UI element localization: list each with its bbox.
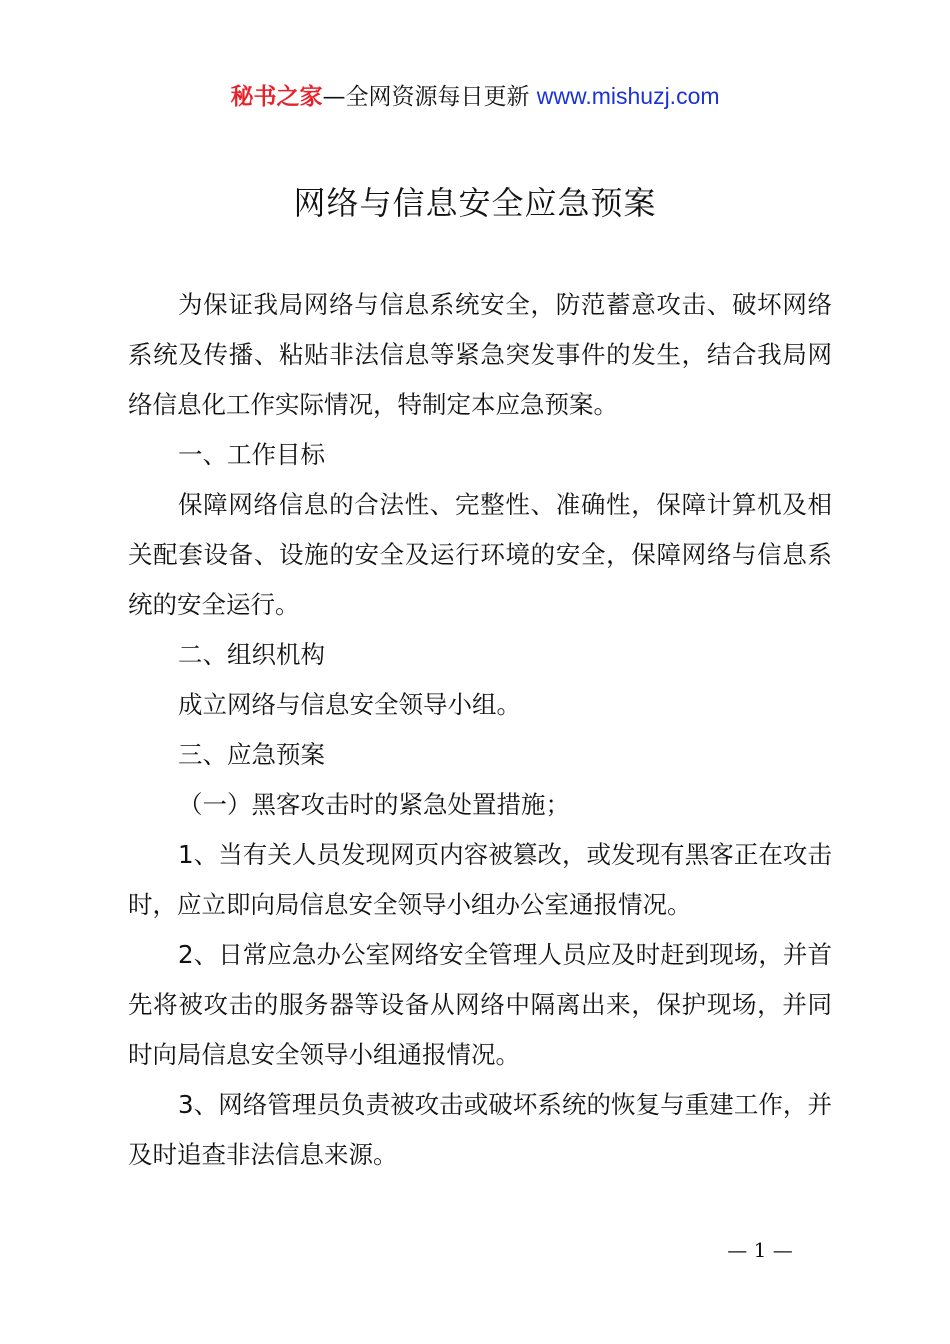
site-header bbox=[0, 80, 950, 113]
list-item-1: 1、当有关人员发现网页内容被篡改，或发现有黑客正在攻击时，应立即向局信息安全领导小组办公室通报情况。 bbox=[128, 840, 832, 919]
site-brand-name: 秘书之家 bbox=[230, 84, 323, 110]
list-item-3: 3、网络管理员负责被攻击或破坏系统的恢复与重建工作，并及时追查非法信息来源。 bbox=[128, 1090, 832, 1169]
section-heading-emergency-plan: 三、应急预案 bbox=[178, 740, 325, 769]
organization-paragraph: 成立网络与信息安全领导小组。 bbox=[178, 690, 521, 719]
section-heading-work-goals: 一、工作目标 bbox=[178, 440, 325, 469]
document-body bbox=[128, 280, 832, 1180]
list-item-2: 2、日常应急办公室网络安全管理人员应及时赶到现场，并首先将被攻击的服务器等设备从网络中隔离出来，保护现场，并同时向局信息安全领导小组通报情况。 bbox=[128, 940, 832, 1069]
section-heading-organization: 二、组织机构 bbox=[178, 640, 325, 669]
site-tagline: —全网资源每日更新 bbox=[322, 84, 537, 110]
subsection-heading-hacker-attack: （一）黑客攻击时的紧急处置措施； bbox=[178, 790, 570, 819]
work-goals-paragraph: 保障网络信息的合法性、完整性、准确性，保障计算机及相关配套设备、设施的安全及运行环境的安全，保障网络与信息系统的安全运行。 bbox=[128, 490, 832, 619]
page-number: — 1 — bbox=[727, 1238, 793, 1262]
document-title: 网络与信息安全应急预案 bbox=[293, 184, 657, 222]
site-url-link[interactable]: www.mishuzj.com bbox=[536, 83, 720, 109]
intro-paragraph: 为保证我局网络与信息系统安全，防范蓄意攻击、破坏网络系统及传播、粘贴非法信息等紧急突发事件的发生，结合我局网络信息化工作实际情况，特制定本应急预案。 bbox=[128, 290, 832, 419]
